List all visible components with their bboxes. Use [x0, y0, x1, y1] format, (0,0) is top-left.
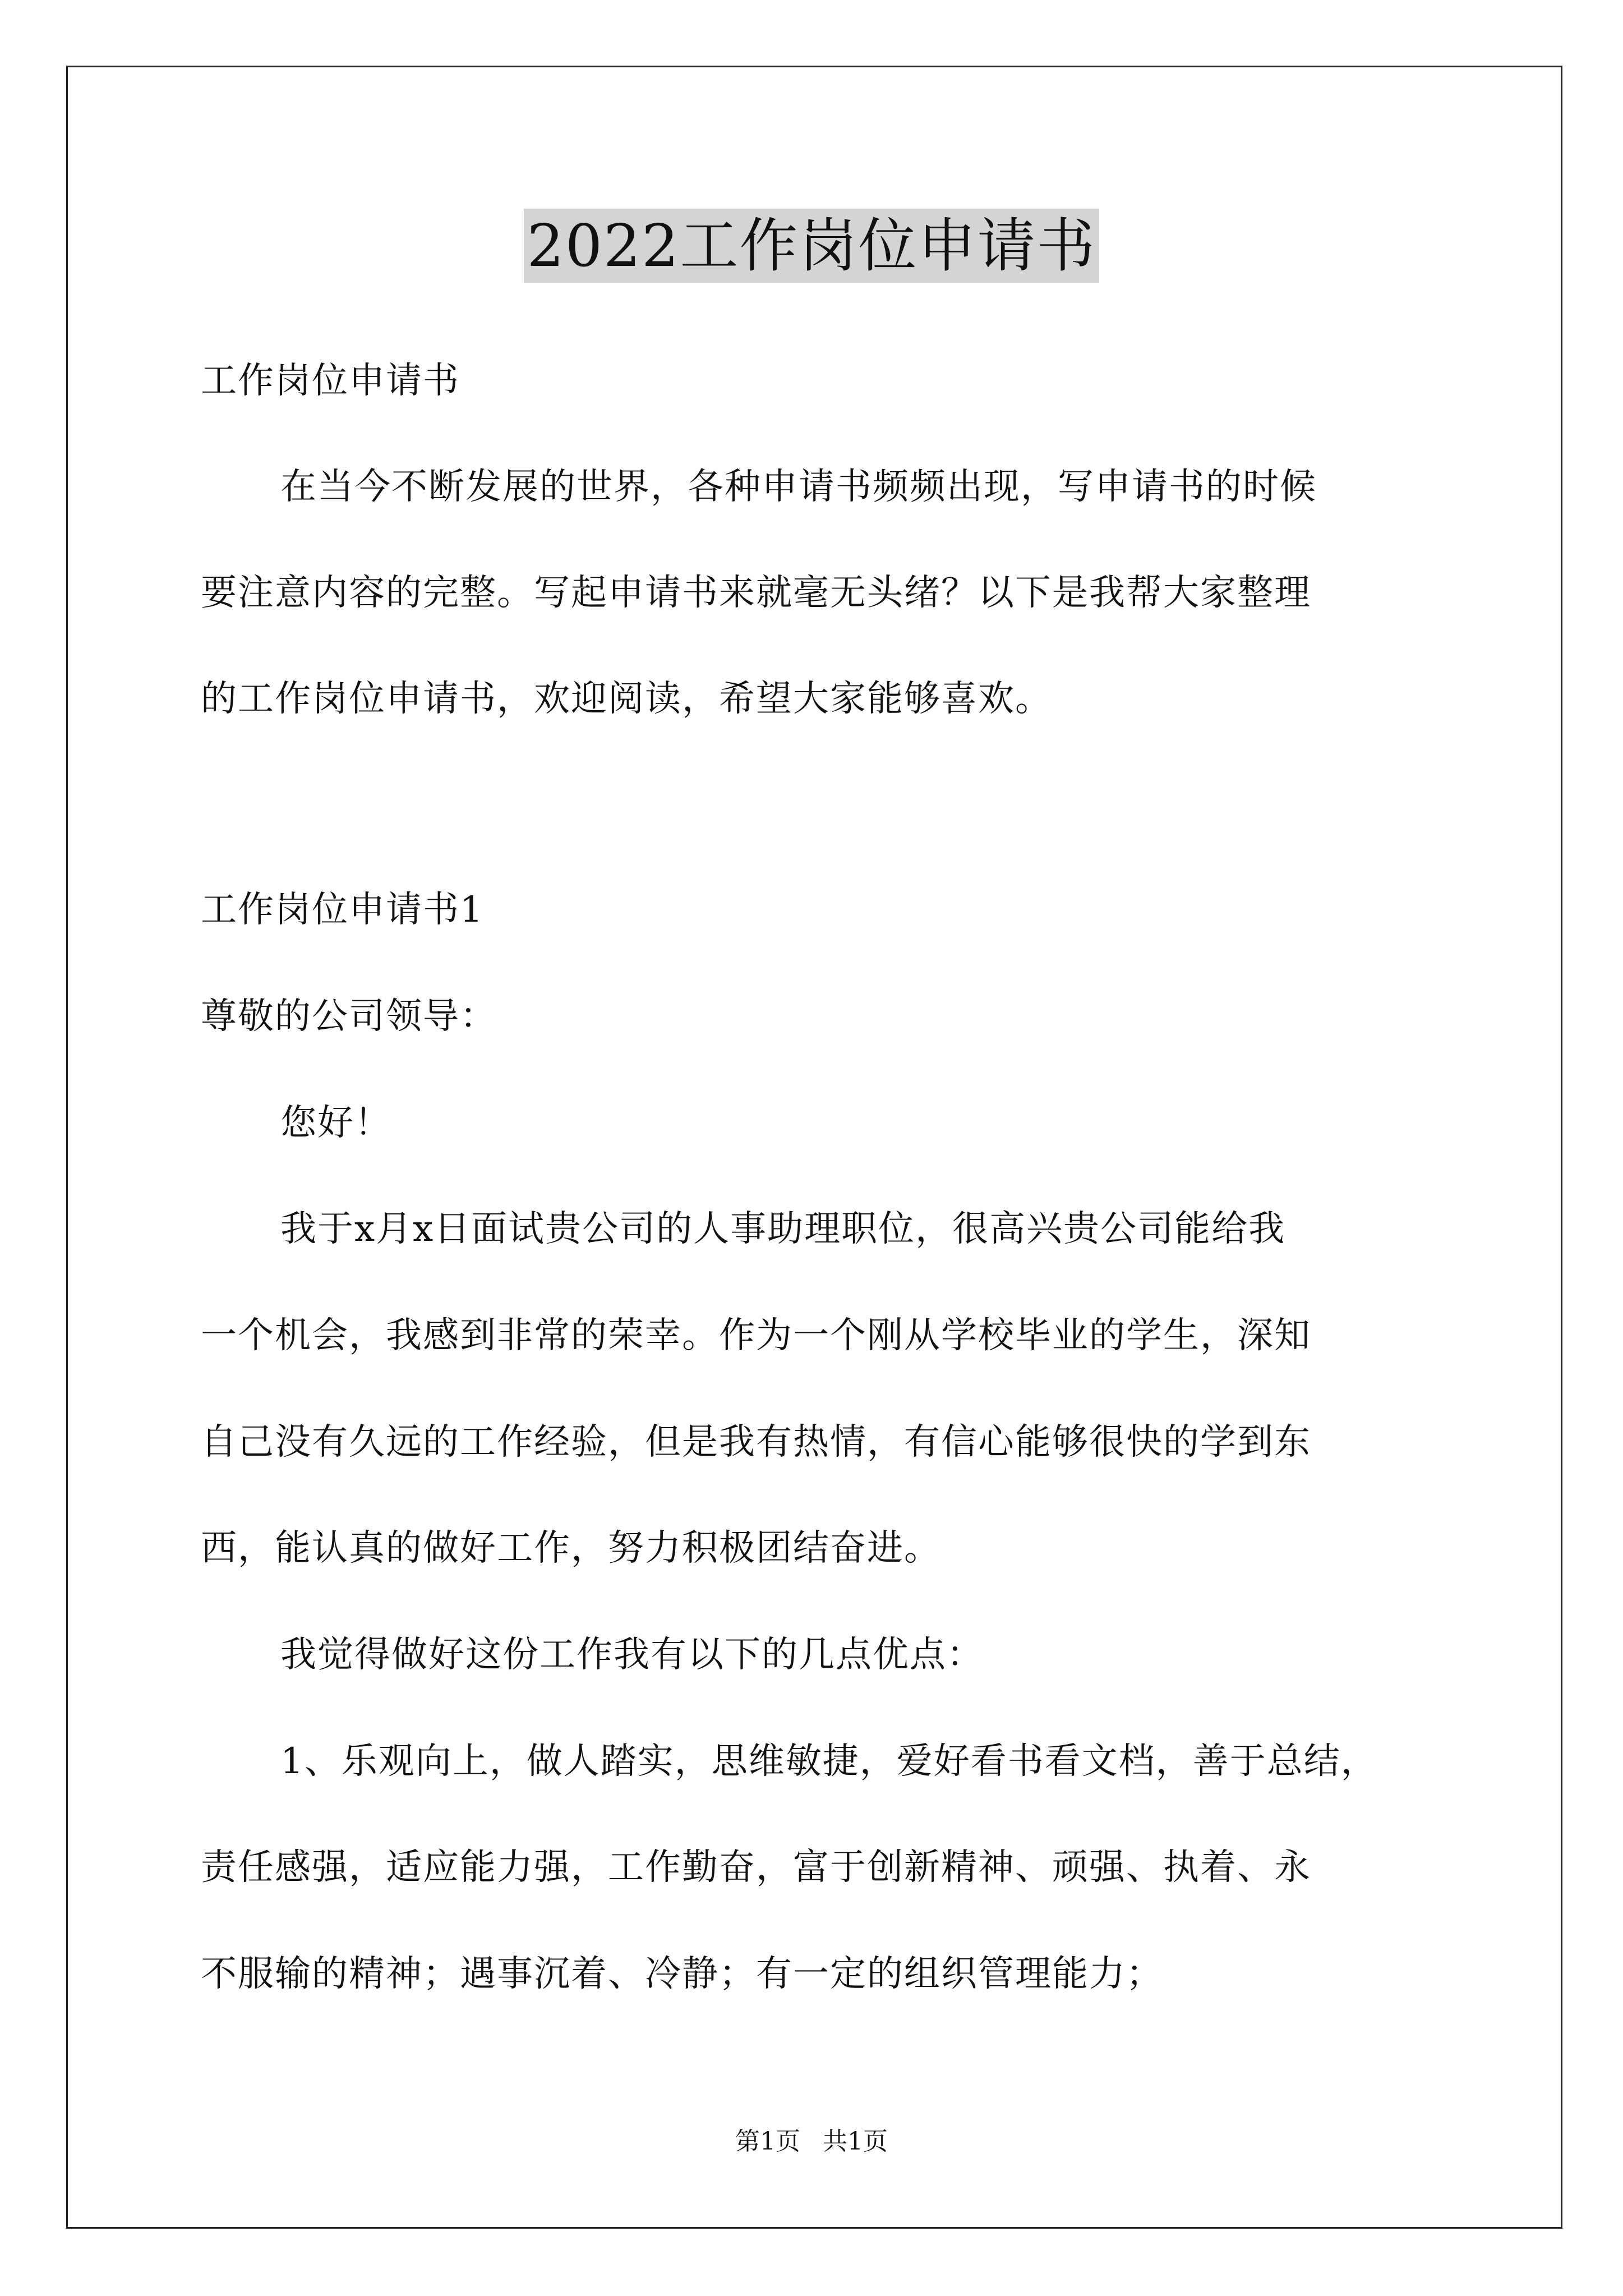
subtitle-line: 工作岗位申请书	[201, 360, 460, 402]
greeting: 您好！	[280, 1102, 391, 1144]
list-item-1-line-2: 责任感强，适应能力强，工作勤奋，富于创新精神、顽强、执着、永	[201, 1847, 1311, 1888]
title-container	[0, 209, 1623, 283]
salutation: 尊敬的公司领导：	[201, 996, 497, 1037]
intro-line-2: 要注意内容的完整。写起申请书来就毫无头绪？以下是我帮大家整理	[201, 572, 1311, 614]
body-line-4: 西，能认真的做好工作，努力积极团结奋进。	[201, 1527, 941, 1569]
document-title: 2022工作岗位申请书	[524, 209, 1100, 283]
page-footer	[0, 2126, 1623, 2157]
page-total: 共1页	[823, 2127, 888, 2156]
body-line-5: 我觉得做好这份工作我有以下的几点优点：	[280, 1634, 984, 1676]
intro-line-3: 的工作岗位申请书，欢迎阅读，希望大家能够喜欢。	[201, 678, 1052, 720]
body-line-2: 一个机会，我感到非常的荣幸。作为一个刚从学校毕业的学生，深知	[201, 1315, 1311, 1356]
section-heading: 工作岗位申请书1	[201, 889, 484, 931]
intro-line-1: 在当今不断发展的世界，各种申请书频频出现，写申请书的时候	[280, 466, 1317, 508]
list-item-1-line-3: 不服输的精神；遇事沉着、冷静；有一定的组织管理能力；	[201, 1953, 1163, 1995]
body-line-3: 自己没有久远的工作经验，但是我有热情，有信心能够很快的学到东	[201, 1421, 1311, 1463]
body-line-1: 我于x月x日面试贵公司的人事助理职位，很高兴贵公司能给我	[280, 1208, 1286, 1250]
list-item-1-line-1: 1、乐观向上，做人踏实，思维敏捷，爱好看书看文档，善于总结，	[280, 1741, 1378, 1782]
page-number: 第1页	[735, 2127, 800, 2156]
